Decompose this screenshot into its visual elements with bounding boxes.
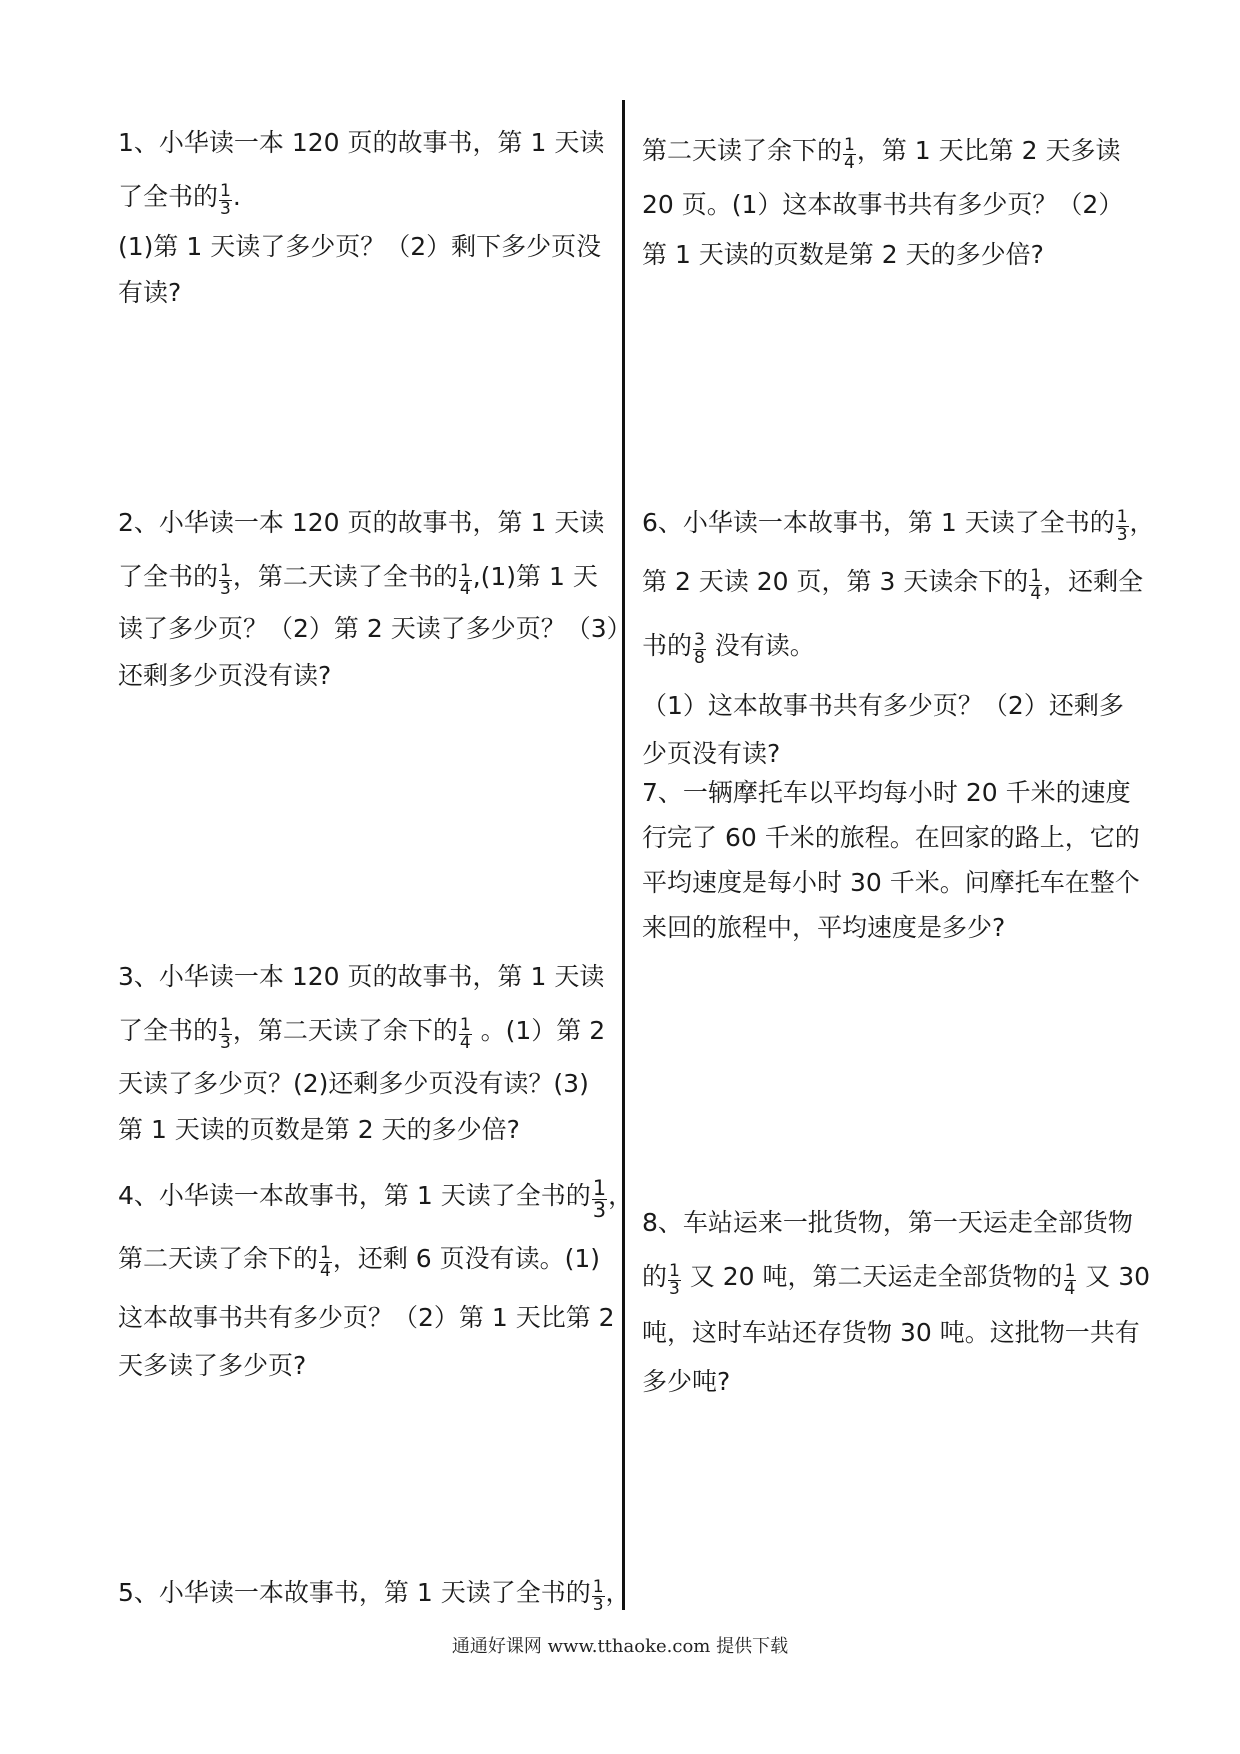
question-3-line-3: 天读了多少页？(2)还剩多少页没有读？(3) — [118, 1069, 589, 1098]
question-2-line-1: 2、小华读一本 120 页的故事书，第 1 天读 — [118, 508, 605, 537]
question-6-line-1: 6、小华读一本故事书，第 1 天读了全书的 $\frac{1}{3}$ ， — [642, 506, 1155, 545]
question-6 — [642, 496, 1155, 774]
question-4 — [118, 1166, 633, 1388]
question-2-line-2: 了全书的 $\frac{1}{3}$ ，第二天读了全书的 $\frac{1}{4}$ ,(1)第 1 天 — [118, 560, 598, 599]
question-2-line-4: 还剩多少页没有读? — [118, 661, 332, 690]
question-7-line-1: 7、一辆摩托车以平均每小时 20 千米的速度 — [642, 778, 1131, 807]
question-8-line-4: 多少吨? — [642, 1367, 731, 1396]
fraction: $\frac{1}{4}$ — [320, 1242, 331, 1281]
fraction: $\frac{1}{3}$ — [220, 180, 231, 219]
question-7 — [642, 770, 1140, 950]
question-7-line-3: 平均速度是每小时 30 千米。问摩托车在整个 — [642, 868, 1140, 897]
question-8-line-1: 8、车站运来一批货物，第一天运走全部货物 — [642, 1208, 1133, 1237]
question-6-line-2: 第 2 天读 20 页，第 3 天读余下的 $\frac{1}{4}$ ，还剩全 — [642, 565, 1144, 604]
question-6-line-5: 少页没有读? — [642, 739, 781, 768]
footer-source: 通通好课网 www.tthaoke.com 提供下载 — [451, 1636, 789, 1657]
question-5 — [118, 1566, 631, 1620]
fraction: $\frac{1}{3}$ — [592, 1175, 607, 1222]
question-5-continued-line-3: 第 1 天读的页数是第 2 天的多少倍? — [642, 240, 1044, 269]
question-3-line-1: 3、小华读一本 120 页的故事书，第 1 天读 — [118, 962, 605, 991]
question-2-line-3: 读了多少页？（2）第 2 天读了多少页？（3） — [118, 614, 632, 643]
fraction: $\frac{1}{4}$ — [844, 134, 855, 173]
question-3 — [118, 950, 605, 1150]
question-8-line-2: 的 $\frac{1}{3}$ 又 20 吨，第二天运走全部货物的 $\frac{1}{4}$ 又 30 — [642, 1260, 1151, 1299]
question-3-line-2: 了全书的 $\frac{1}{3}$ ，第二天读了余下的 $\frac{1}{4}$ 。(1）第 2 — [118, 1014, 606, 1053]
question-6-line-4: （1）这本故事书共有多少页？（2）还剩多 — [642, 691, 1124, 720]
fraction: $\frac{1}{3}$ — [220, 560, 231, 599]
question-8-line-3: 吨，这时车站还存货物 30 吨。这批物一共有 — [642, 1318, 1140, 1347]
question-4-line-3: 这本故事书共有多少页？（2）第 1 天比第 2 — [118, 1303, 615, 1332]
question-7-line-2: 行完了 60 千米的旅程。在回家的路上，它的 — [642, 823, 1140, 852]
fraction: $\frac{3}{8}$ — [694, 629, 705, 668]
fraction: $\frac{1}{4}$ — [1030, 565, 1042, 604]
question-5-line-1: 5、小华读一本故事书，第 1 天读了全书的 $\frac{1}{3}$ ， — [118, 1576, 631, 1615]
question-1 — [118, 116, 604, 316]
question-5-continued-line-2: 20 页。(1）这本故事书共有多少页？（2） — [642, 190, 1124, 219]
question-1-line-4: 有读? — [118, 278, 182, 307]
fraction: $\frac{1}{4}$ — [459, 560, 471, 599]
question-6-line-3: 书的 $\frac{3}{8}$ 没有读。 — [642, 629, 815, 668]
question-4-line-2: 第二天读了余下的 $\frac{1}{4}$ ，还剩 6 页没有读。(1) — [118, 1242, 601, 1281]
question-1-line-3: (1)第 1 天读了多少页？（2）剩下多少页没 — [118, 232, 602, 261]
question-4-line-4: 天多读了多少页? — [118, 1351, 307, 1380]
question-7-line-4: 来回的旅程中，平均速度是多少? — [642, 913, 1006, 942]
fraction: $\frac{1}{3}$ — [220, 1014, 231, 1053]
fraction: $\frac{1}{3}$ — [1116, 506, 1128, 545]
question-3-line-4: 第 1 天读的页数是第 2 天的多少倍? — [118, 1115, 520, 1144]
fraction: $\frac{1}{4}$ — [459, 1014, 471, 1053]
fraction: $\frac{1}{3}$ — [592, 1576, 604, 1615]
question-5-continued-line-1: 第二天读了余下的 $\frac{1}{4}$ ，第 1 天比第 2 天多读 — [642, 134, 1121, 173]
fraction: $\frac{1}{4}$ — [1064, 1260, 1076, 1299]
question-4-line-1: 4、小华读一本故事书，第 1 天读了全书的 $\frac{1}{3}$ ， — [118, 1175, 634, 1222]
question-8 — [642, 1196, 1150, 1402]
question-1-line-1: 1、小华读一本 120 页的故事书，第 1 天读 — [118, 128, 605, 157]
question-2 — [118, 496, 632, 698]
fraction: $\frac{1}{3}$ — [669, 1260, 680, 1299]
question-5-continued — [642, 124, 1123, 278]
question-1-line-2: 了全书的 $\frac{1}{3}$ . — [118, 180, 241, 219]
